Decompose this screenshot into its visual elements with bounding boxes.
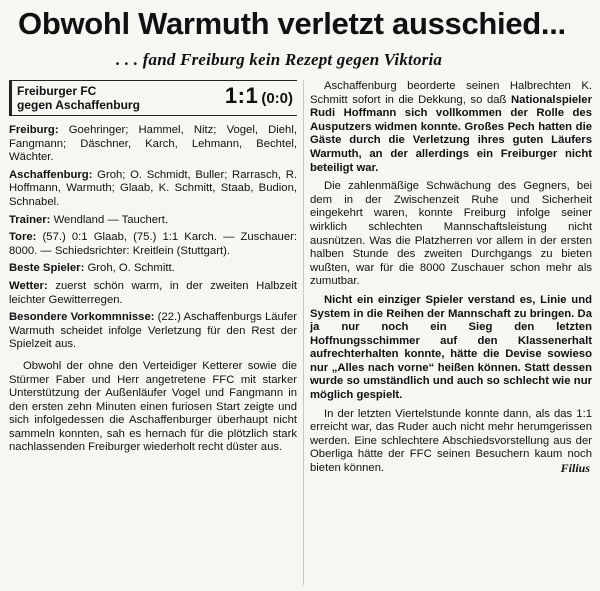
info-label: Aschaffenburg: bbox=[9, 168, 93, 181]
teams bbox=[17, 84, 140, 112]
column-divider bbox=[303, 80, 304, 585]
lineup-aschaffenburg bbox=[9, 169, 297, 210]
info-label: Tore: bbox=[9, 231, 37, 244]
paragraph-bold-text: Nicht ein einziger Spieler verstand es, Linie und System in die Reihen der Mannschaft zu bringen. Da ja nur noch ein Sieg den letzten Hoffnungsschimmer auf den Klassenerhalt aufrechterhalten konnte, hätte die Devise sowieso nur „Alles nach vorne“ heißen können. Statt dessen wurde so umständlich und auch so schlecht wie nur möglich gespielt. bbox=[310, 293, 592, 402]
info-label: Wetter: bbox=[9, 279, 48, 292]
special-incidents bbox=[9, 311, 297, 352]
headline: Obwohl Warmuth verletzt ausschied... bbox=[18, 6, 566, 41]
author-signature: Filius bbox=[560, 460, 590, 475]
right-column bbox=[310, 80, 592, 475]
paragraph-text: Die zahlenmäßige Schwächung des Gegners, bei dem in der Zwischenzeit Ruhe und Sicherheit eingekehrt waren, konnte Freiburg infolge seiner wirklich schlechten Mannschaftsleistung nicht ausnützen. Was die Platzherren vor allem in der ersten halben Stunde des zweiten Durchgangs zu bieten wußten, war für die 8000 Zuschauer schon mehr als zumutbar. bbox=[310, 180, 592, 288]
halftime-score: (0:0) bbox=[261, 89, 293, 107]
body-paragraph bbox=[310, 80, 592, 175]
weather bbox=[9, 280, 297, 307]
goals bbox=[9, 231, 297, 258]
info-label: Beste Spieler: bbox=[9, 262, 85, 275]
info-label: Besondere Vorkommnisse: bbox=[9, 311, 155, 324]
info-text: Groh; O. Schmidt, Buller; Rarrasch, R. Hoffmann, Warmuth; Glaab, K. Schmitt, Staab, Budion, Schnabel. bbox=[9, 168, 297, 208]
trainers bbox=[9, 214, 297, 228]
lineup-freiburg bbox=[9, 124, 297, 165]
paragraph-bold-text: Nationalspieler Rudi Hoffmann sich vollkommen der Rolle des Ausputzers widmen konnte. Großes Pech hatten die Gäste durch die Verletzung ihres guten Läufers Warmuth, an der allerdings ein Freiburger nicht beteiligt war. bbox=[310, 93, 592, 174]
team-away: gegen Aschaffenburg bbox=[17, 98, 140, 112]
info-text: (22.) Aschaffenburgs Läufer Warmuth scheidet infolge Verletzung für den Rest der Spielzeit aus. bbox=[9, 311, 297, 351]
info-text: Wendland — Tauchert. bbox=[50, 213, 169, 226]
info-text: (57.) 0:1 Glaab, (75.) 1:1 Karch. — Zuschauer: 8000. — Schiedsrichter: Kreitlein (Stuttgart). bbox=[9, 231, 297, 257]
score-block bbox=[224, 82, 297, 108]
left-column bbox=[9, 80, 297, 455]
info-label: Freiburg: bbox=[9, 124, 59, 136]
body-paragraph bbox=[310, 294, 592, 403]
best-players bbox=[9, 262, 297, 276]
final-score: 1:1 bbox=[224, 82, 259, 108]
body-paragraph bbox=[310, 180, 592, 289]
info-text: Groh, O. Schmitt. bbox=[84, 262, 175, 275]
match-result-box bbox=[9, 80, 297, 116]
paragraph-text: Aschaffenburg beorderte seinen Halbrechten K. Schmitt sofort in die Dekkung, so daß bbox=[310, 80, 592, 106]
info-text: zuerst schön warm, in der zweiten Halbzeit leichter Gewitterregen. bbox=[9, 279, 297, 306]
subheadline: . . . fand Freiburg kein Rezept gegen Viktoria bbox=[116, 50, 443, 69]
info-text: Goehringer; Hammel, Nitz; Vogel, Diehl, Fangmann; Däschner, Karch, Lehmann, Bechtel, Wächter. bbox=[9, 124, 297, 164]
info-label: Trainer: bbox=[9, 213, 51, 226]
team-home: Freiburger FC bbox=[17, 84, 97, 98]
paragraph-text: In der letzten Viertelstunde konnte dann, als das 1:1 erreicht war, das Ruder auch nicht mehr herumgerissen werden. Eine schlechtere Abschiedsvorstellung aus der Oberliga hätte der FFC seinen Besuchern kaum noch bieten können. bbox=[310, 407, 592, 475]
body-paragraph: Obwohl der ohne den Verteidiger Ketterer sowie die Stürmer Faber und Herr angetretene FFC mit starker Unterstützung der Außenläufer Vogel und Fangmann in den ersten zehn Minuten einen furiosen Start zeigte und sich infolgedessen die Aschaffenburger überhaupt nicht sammeln konnten, sah es hernach für die plötzlich stark nachlassenden Freiburger wiederholt recht düster aus. bbox=[9, 359, 297, 454]
